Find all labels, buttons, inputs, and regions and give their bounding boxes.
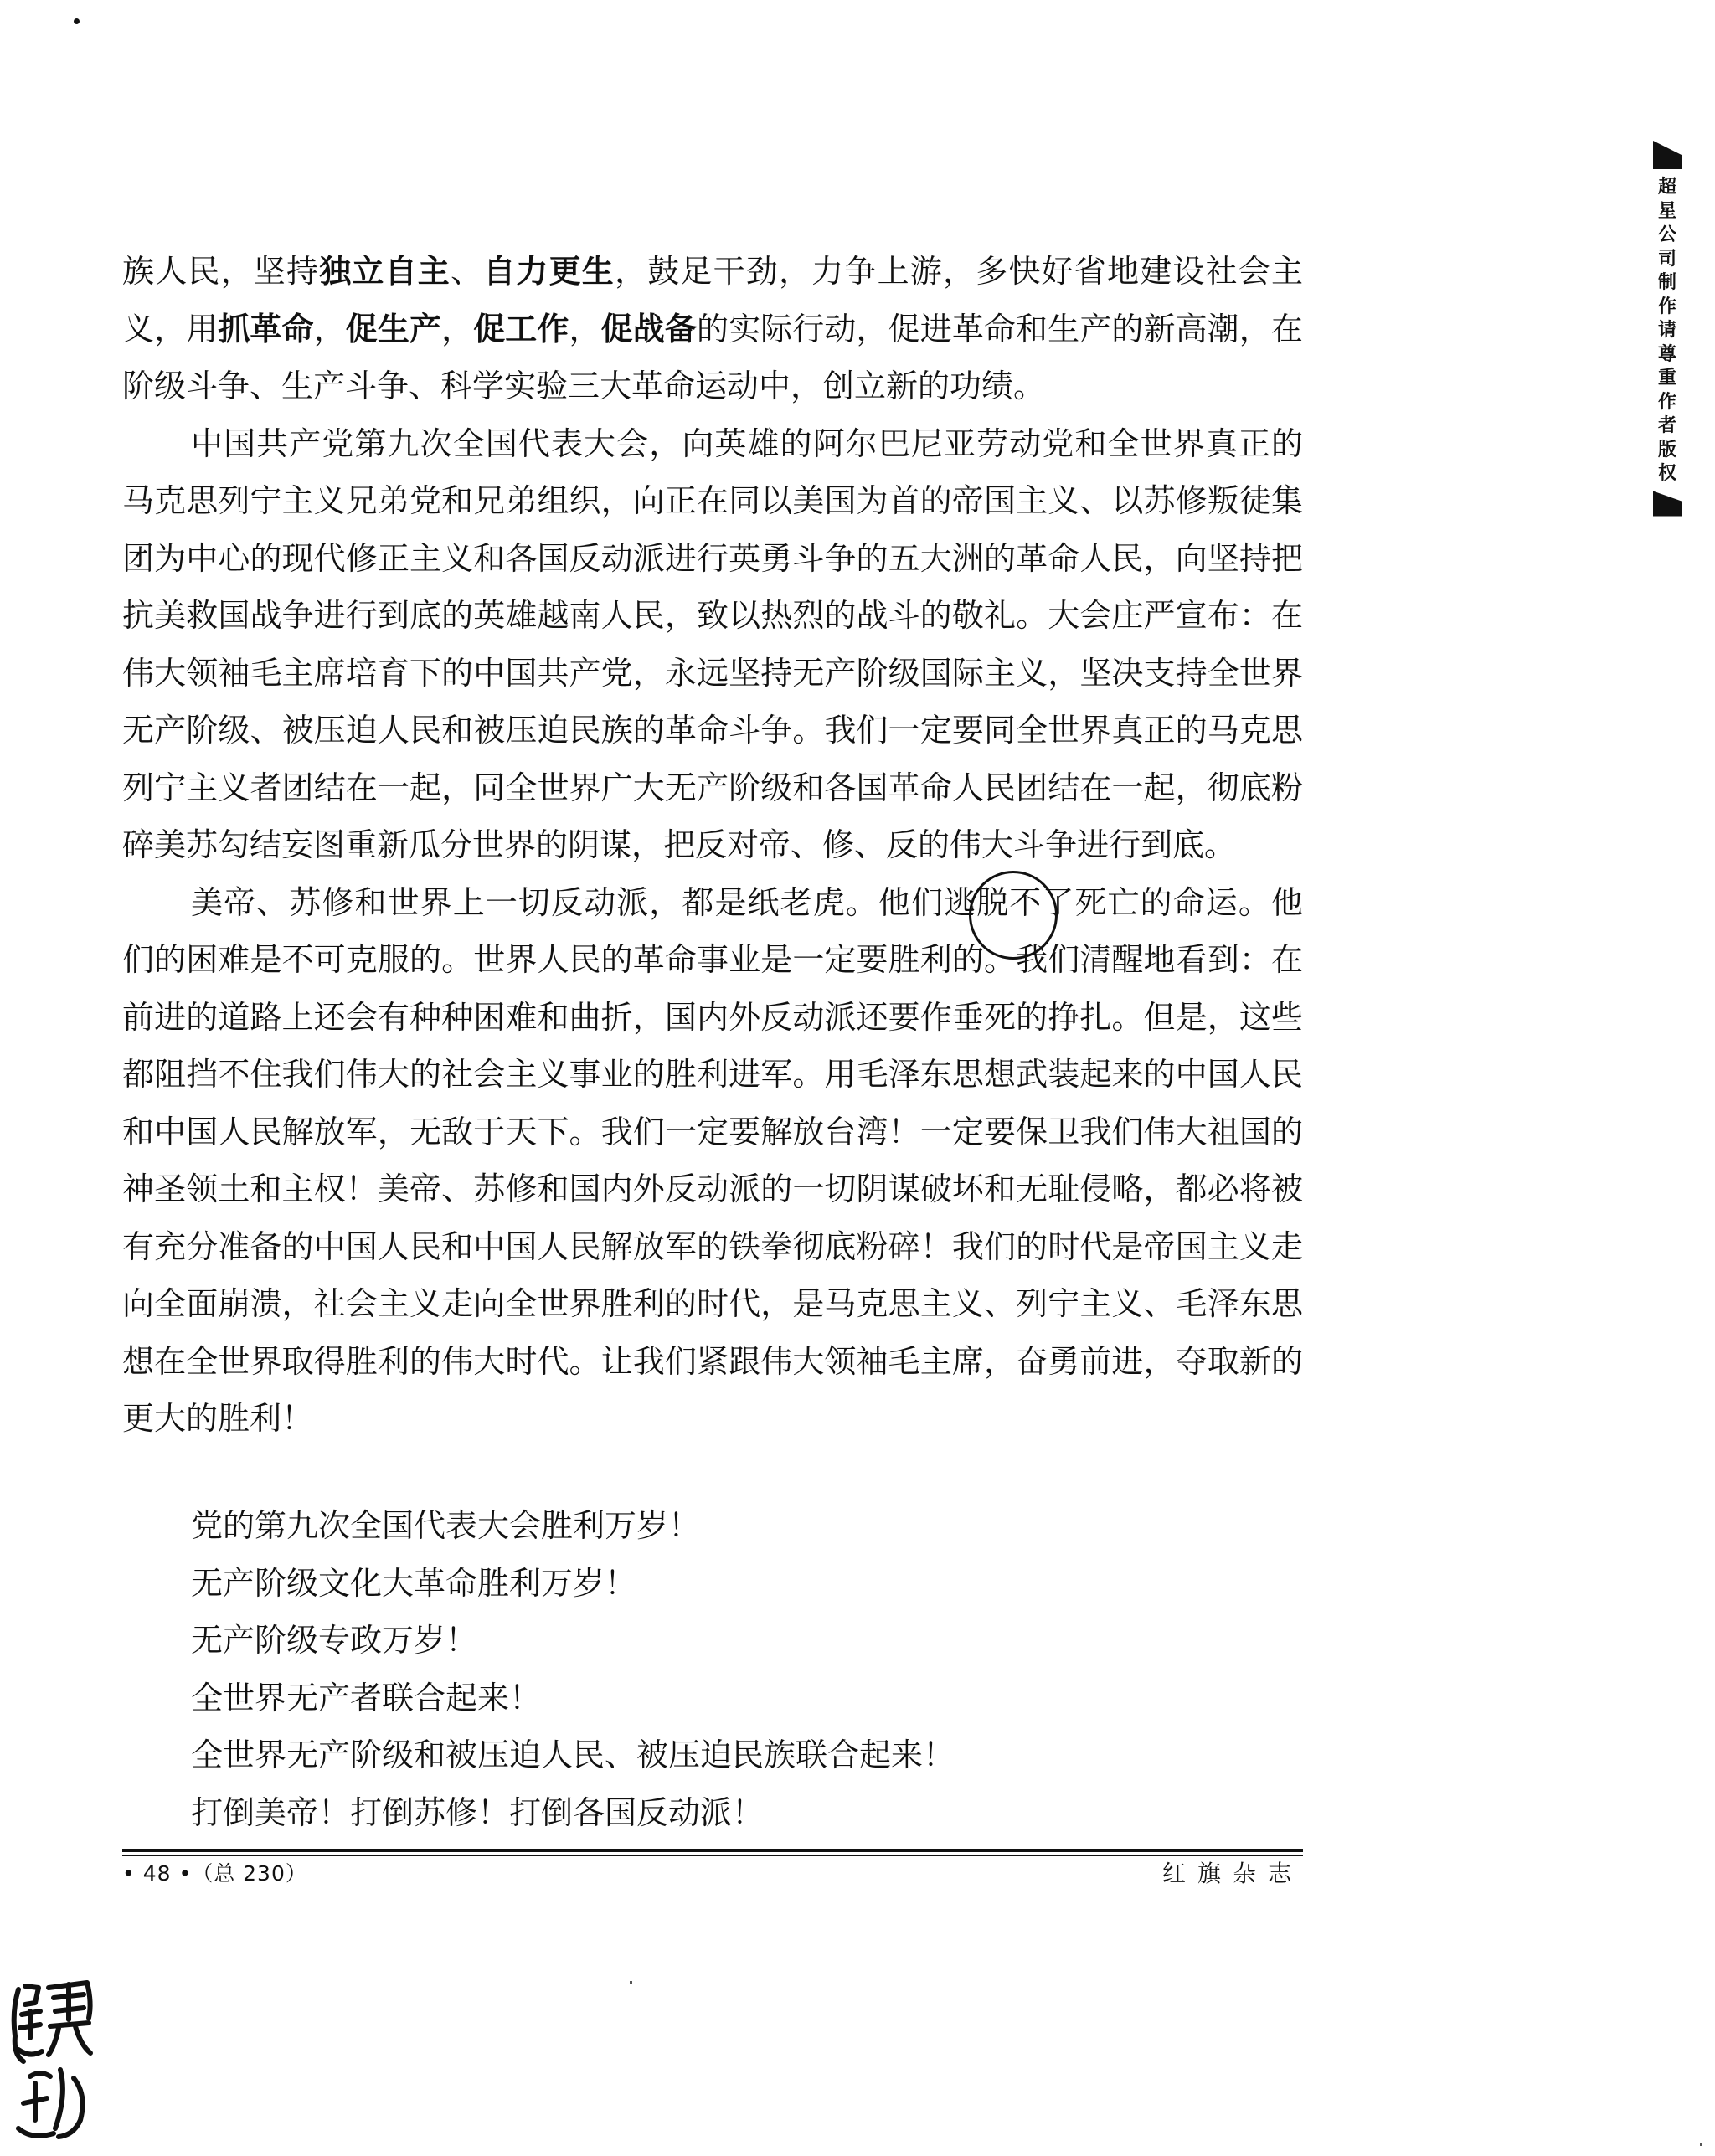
footer-rule-thin: [122, 1855, 1303, 1856]
page-number: • 48 •（总 230）: [122, 1861, 307, 1886]
paragraph-2: 中国共产党第九次全国代表大会，向英雄的阿尔巴尼亚劳动党和全世界真正的马克思列宁主义兄弟党和兄弟组织，向正在同以美国为首的帝国主义、以苏修叛徒集团为中心的现代修正主义和各国反动派进行英勇斗争的五大洲的革命人民，向坚持把抗美救国战争进行到底的英雄越南人民，致以热烈的战斗的敬礼。大会庄严宣布：在伟大领袖毛主席培育下的中国共产党，永远坚持无产阶级国际主义，坚决支持全世界无产阶级、被压迫人民和被压迫民族的革命斗争。我们一定要同全世界真正的马克思列宁主义者团结在一起，同全世界广大无产阶级和各国革命人民团结在一起，彻底粉碎美苏勾结妄图重新瓜分世界的阴谋，把反对帝、修、反的伟大斗争进行到底。: [122, 425, 1303, 863]
bold-term: 独立自主: [319, 253, 451, 290]
copyright-text: [1653, 176, 1682, 486]
text-run: ，: [313, 310, 346, 347]
slogan-line: 无产阶级文化大革命胜利万岁！: [191, 1564, 637, 1602]
scan-speck: [1700, 2143, 1702, 2146]
bold-term: 促工作: [473, 310, 569, 347]
footer-rule: [122, 1849, 1303, 1852]
notice-char: 公: [1657, 224, 1676, 245]
duxiu-seal-icon: [7, 1978, 100, 2143]
bold-term: 促生产: [345, 310, 442, 347]
notice-char: 司: [1657, 248, 1676, 270]
notice-char: 重: [1657, 368, 1676, 388]
notice-bar-top: [1653, 141, 1682, 169]
text-run: 、: [450, 253, 484, 290]
bold-term: 抓革命: [218, 310, 314, 347]
notice-char: 作: [1657, 296, 1676, 317]
notice-char: 者: [1657, 415, 1676, 436]
bold-term: 促战备: [600, 310, 697, 347]
journal-name: 红旗杂志: [1161, 1860, 1303, 1887]
notice-char: 超: [1657, 177, 1676, 198]
notice-char: 尊: [1657, 343, 1676, 365]
scan-dot: [74, 18, 80, 24]
slogan-list: [191, 1497, 955, 1841]
circle-annotation: [969, 871, 1058, 960]
bold-term: 自力更生: [483, 253, 615, 290]
text-run: 族人民，坚持: [122, 253, 320, 290]
text-run: ，鼓足干劲，力争上游，多快好省地建设社会主义，用: [122, 253, 1303, 347]
copyright-notice: [1653, 141, 1683, 517]
slogan-line: 无产阶级专政万岁！: [191, 1622, 478, 1659]
slogan-line: 打倒美帝！打倒苏修！打倒各国反动派！: [191, 1793, 765, 1831]
notice-char: 版: [1657, 439, 1676, 461]
text-run: ，: [441, 310, 474, 347]
text-run: 的实际行动，促进革命和生产的新高潮，在阶级斗争、生产斗争、科学实验三大革命运动中，创立新的功绩。: [122, 310, 1303, 404]
notice-char: 权: [1657, 463, 1676, 484]
notice-char: 星: [1657, 200, 1676, 222]
slogan-line: 全世界无产阶级和被压迫人民、被压迫民族联合起来！: [191, 1737, 955, 1773]
paragraph-1: [122, 243, 1303, 415]
paragraph-3: 美帝、苏修和世界上一切反动派，都是纸老虎。他们逃脱不了死亡的命运。他们的困难是不可克服的。世界人民的革命事业是一定要胜利的。我们清醒地看到：在前进的道路上还会有种种困难和曲折，国内外反动派还要作垂死的挣扎。但是，这些都阻挡不住我们伟大的社会主义事业的胜利进军。用毛泽东思想武装起来的中国人民和中国人民解放军，无敌于天下。我们一定要解放台湾！一定要保卫我们伟大祖国的神圣领土和主权！美帝、苏修和国内外反动派的一切阴谋破坏和无耻侵略，都必将被有充分准备的中国人民和中国人民解放军的铁拳彻底粉碎！我们的时代是帝国主义走向全面崩溃，社会主义走向全世界胜利的时代，是马克思主义、列宁主义、毛泽东思想在全世界取得胜利的伟大时代。让我们紧跟伟大领袖毛主席，奋勇前进，夺取新的更大的胜利！: [122, 883, 1303, 1437]
notice-char: 制: [1657, 272, 1676, 293]
notice-char: 作: [1657, 391, 1676, 413]
notice-bar-bottom: [1653, 491, 1682, 517]
slogan-line: 全世界无产者联合起来！: [191, 1679, 542, 1716]
article-body: [122, 243, 1303, 1448]
notice-char: 请: [1657, 320, 1676, 341]
scan-speck: [630, 1981, 632, 1984]
text-run: ，: [569, 310, 601, 347]
slogan-line: 党的第九次全国代表大会胜利万岁！: [191, 1507, 701, 1544]
